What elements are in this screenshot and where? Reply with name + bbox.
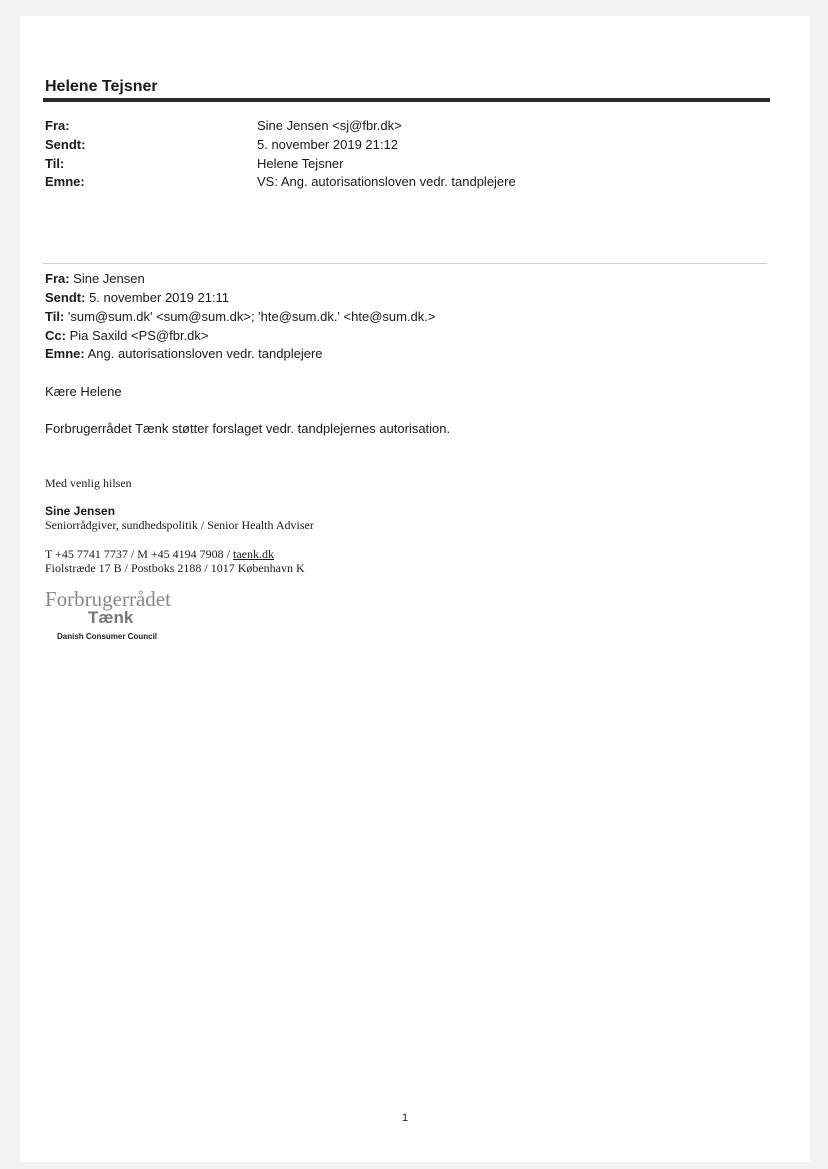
forwarded-to-label: Til: bbox=[45, 309, 65, 324]
body-text: Forbrugerrådet Tænk støtter forslaget vedr. tandplejernes autorisation. bbox=[45, 421, 451, 436]
header-from-label: Fra: bbox=[45, 118, 70, 133]
header-sent-value: 5. november 2019 21:12 bbox=[257, 137, 398, 152]
header-subject-label: Emne: bbox=[45, 174, 85, 189]
page-number: 1 bbox=[402, 1112, 409, 1124]
header-sent-label: Sendt: bbox=[45, 137, 86, 152]
forwarded-sent-label: Sendt: bbox=[45, 290, 86, 305]
forwarded-subject bbox=[45, 345, 323, 363]
header-divider bbox=[43, 98, 770, 102]
logo-tagline: Danish Consumer Council bbox=[57, 632, 158, 641]
website-link[interactable]: taenk.dk bbox=[233, 547, 274, 561]
signature-contact bbox=[45, 547, 274, 561]
forwarded-from bbox=[45, 270, 145, 288]
header-to-value: Helene Tejsner bbox=[257, 156, 344, 171]
forwarded-cc-value: Pia Saxild <PS@fbr.dk> bbox=[65, 328, 209, 343]
forwarded-to-value: 'sum@sum.dk' <sum@sum.dk>; 'hte@sum.dk.' <hte@sum.dk.> bbox=[64, 309, 436, 324]
forwarded-cc bbox=[45, 327, 209, 345]
forwarded-subject-value: Ang. autorisationsloven vedr. tandplejere bbox=[84, 346, 323, 361]
mailbox-owner-name: Helene Tejsner bbox=[45, 78, 158, 95]
forwarded-from-label: Fra: bbox=[45, 271, 70, 286]
forwarded-cc-label: Cc: bbox=[45, 328, 66, 343]
forwarded-to bbox=[45, 308, 436, 326]
message-divider bbox=[43, 263, 767, 264]
header-subject-value: VS: Ang. autorisationsloven vedr. tandplejere bbox=[257, 174, 516, 189]
header-from-value: Sine Jensen <sj@fbr.dk> bbox=[257, 118, 402, 133]
forwarded-sent bbox=[45, 289, 229, 307]
signature-name: Sine Jensen bbox=[45, 504, 116, 518]
signature-closing: Med venlig hilsen bbox=[45, 476, 132, 490]
logo-wordmark: Forbrugerrådet bbox=[45, 587, 171, 611]
forwarded-subject-label: Emne: bbox=[45, 346, 85, 361]
forwarded-from-value: Sine Jensen bbox=[69, 271, 145, 286]
greeting: Kære Helene bbox=[45, 384, 122, 399]
signature-address: Fiolstræde 17 B / Postboks 2188 / 1017 København K bbox=[45, 561, 305, 575]
header-to-label: Til: bbox=[45, 156, 65, 171]
forwarded-sent-value: 5. november 2019 21:11 bbox=[85, 290, 230, 305]
logo-subtitle: Tænk bbox=[88, 608, 134, 627]
signature-title: Seniorrådgiver, sundhedspolitik / Senior Health Adviser bbox=[45, 518, 314, 532]
signature-phone: T +45 7741 7737 / M +45 4194 7908 / bbox=[45, 547, 233, 561]
